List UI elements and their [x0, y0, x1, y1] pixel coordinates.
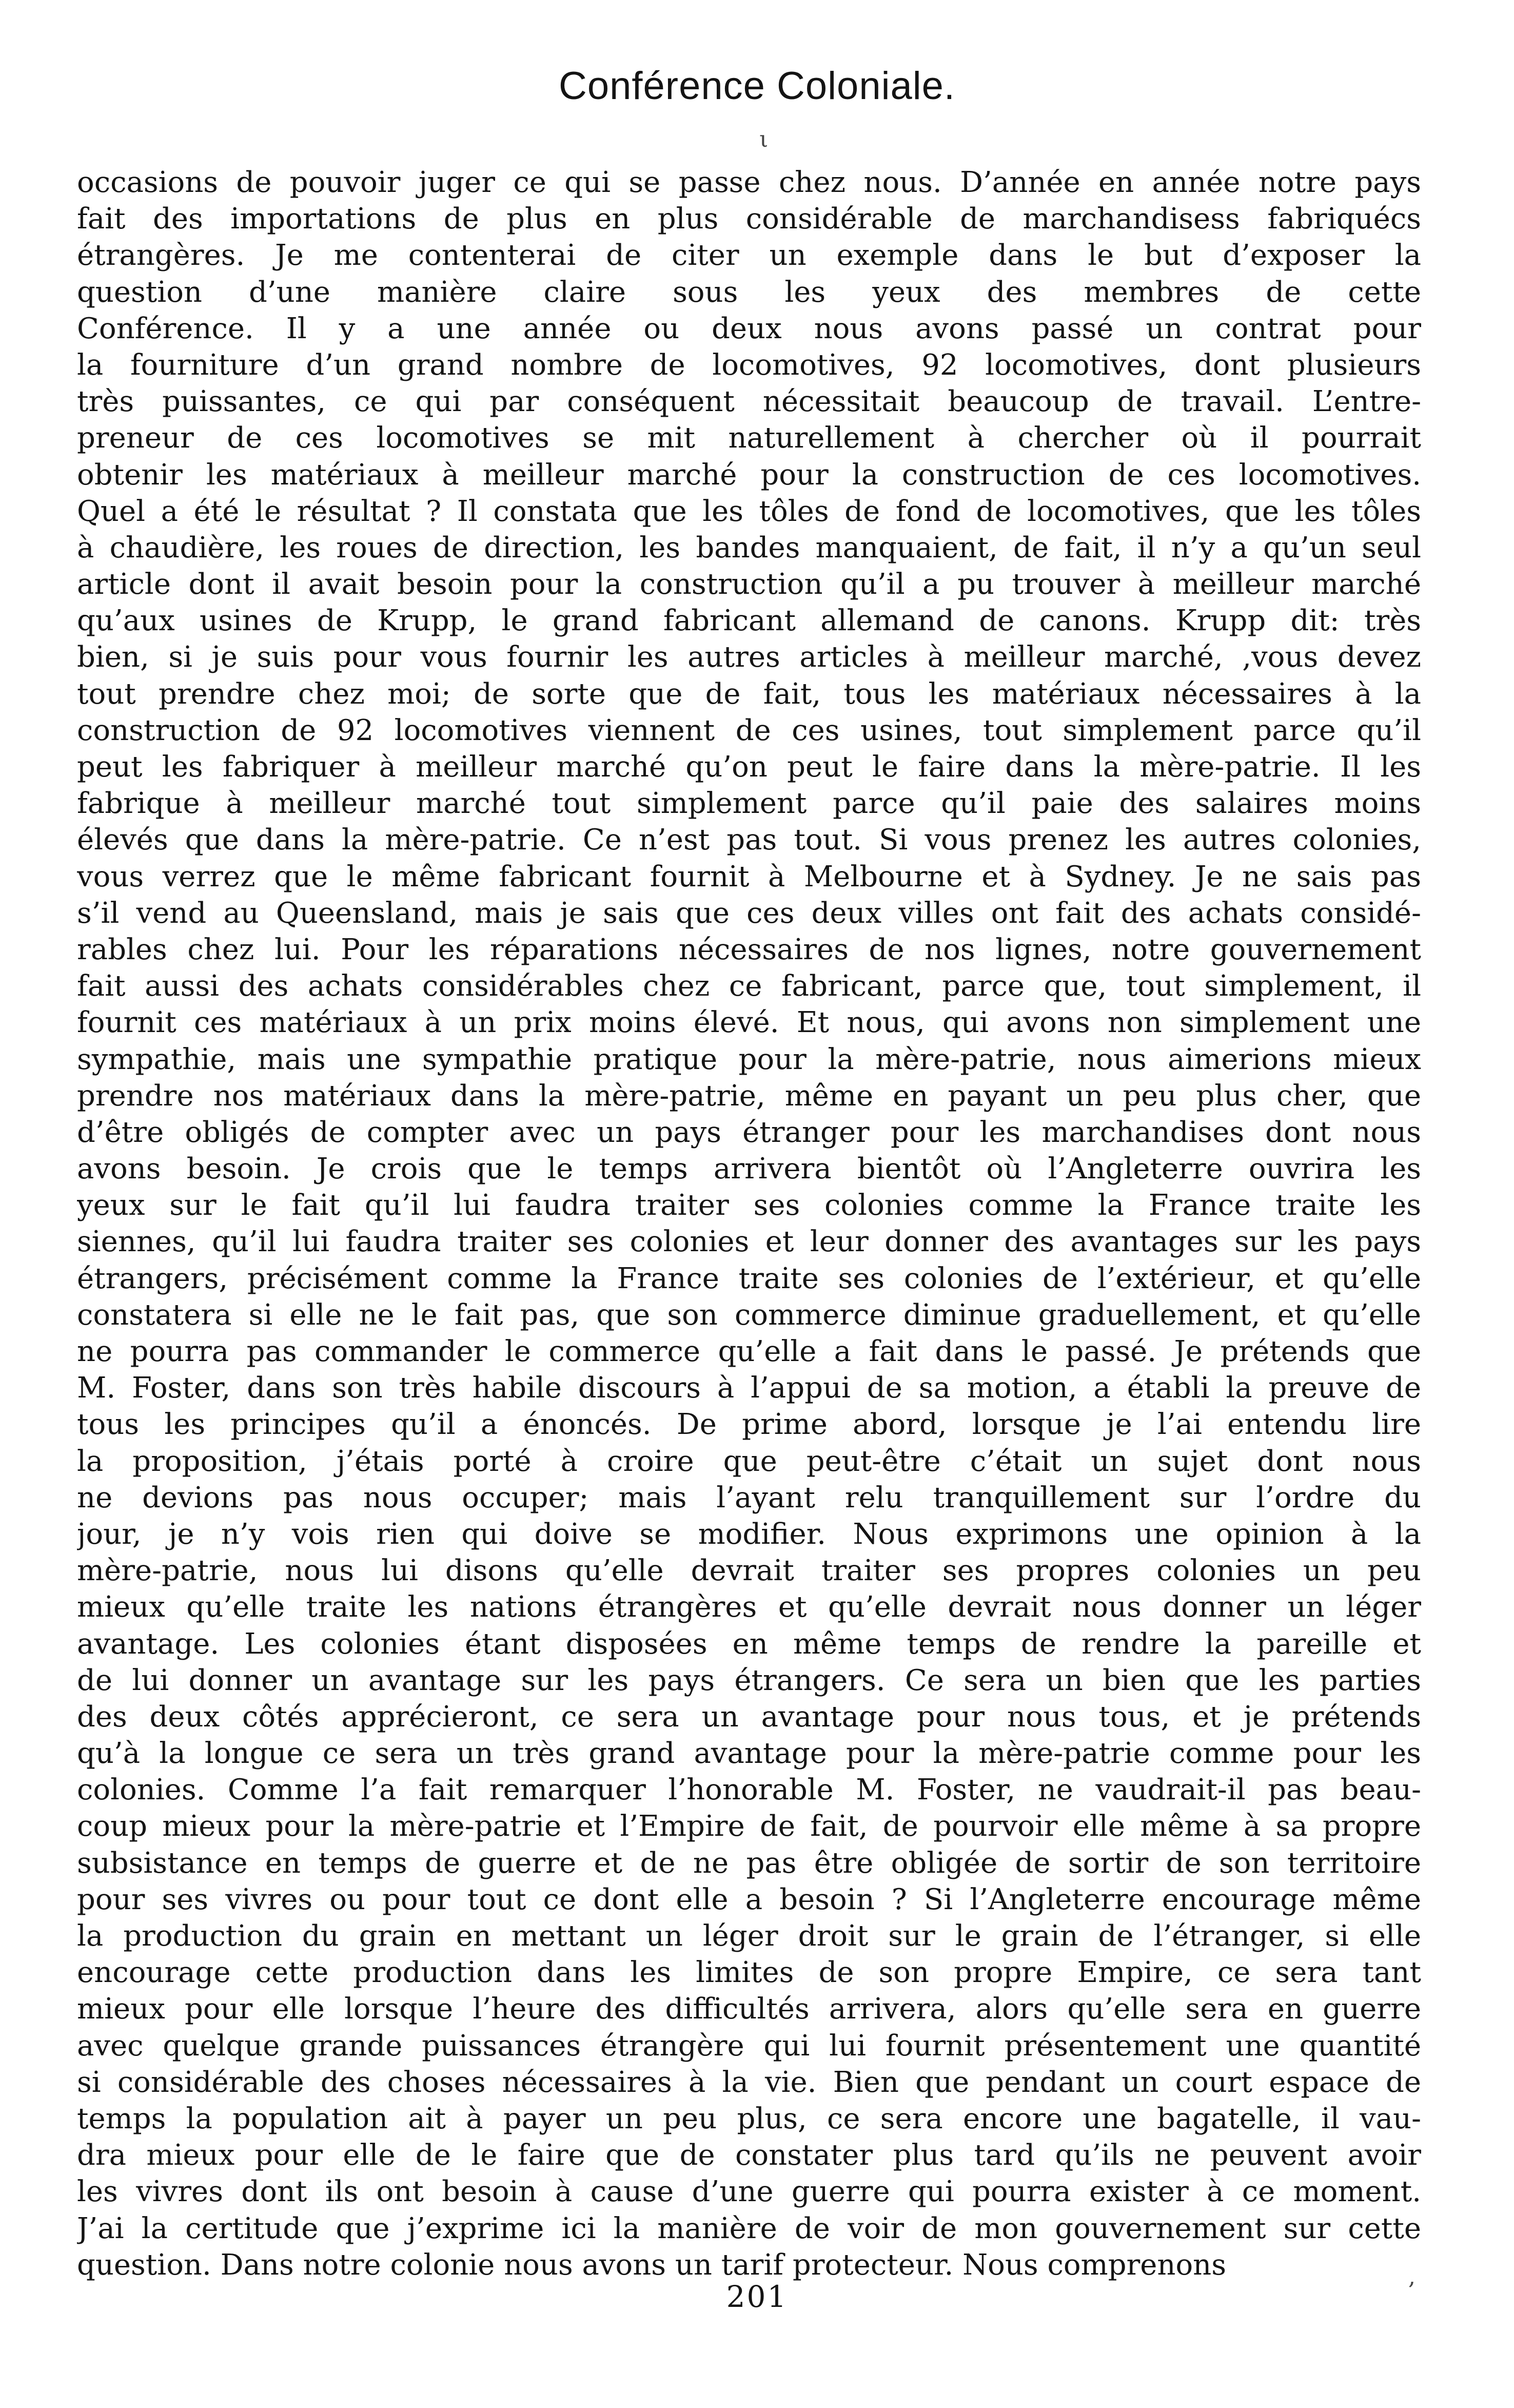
text-line: bien, si je suis pour vous fournir les autres articles à meilleur marché, ,vous devez — [77, 640, 1421, 674]
scan-speck: ι — [759, 126, 769, 152]
text-line: rables chez lui. Pour les réparations nécessaires de nos lignes, notre gouvernement — [77, 933, 1421, 966]
text-line: preneur de ces locomotives se mit naturellement à chercher où il pourrait — [77, 421, 1421, 455]
text-line: d’être obligés de compter avec un pays étranger pour les marchandises dont nous — [77, 1115, 1421, 1149]
text-line: qu’à la longue ce sera un très grand avantage pour la mère-patrie comme pour les — [77, 1737, 1421, 1771]
text-line: élevés que dans la mère-patrie. Ce n’est pas tout. Si vous prenez les autres colonies, — [77, 823, 1421, 857]
text-line: colonies. Comme l’a fait remarquer l’honorable M. Foster, ne vaudrait-il pas beau- — [77, 1773, 1421, 1807]
text-line: jour, je n’y vois rien qui doive se modifier. Nous exprimons une opinion à la — [77, 1517, 1421, 1551]
text-line: la fourniture d’un grand nombre de locomotives, 92 locomotives, dont plusieurs — [77, 348, 1421, 382]
text-line: question d’une manière claire sous les yeux des membres de cette — [77, 275, 1421, 309]
text-line: pour ses vivres ou pour tout ce dont elle a besoin ? Si l’Angleterre encourage même — [77, 1882, 1421, 1916]
text-line: M. Foster, dans son très habile discours à l’appui de sa motion, a établi la preuve de — [77, 1371, 1421, 1405]
text-line: mieux qu’elle traite les nations étrangères et qu’elle devrait nous donner un léger — [77, 1590, 1421, 1624]
text-line: encourage cette production dans les limites de son propre Empire, ce sera tant — [77, 1956, 1421, 1990]
text-line: fournit ces matériaux à un prix moins élevé. Et nous, qui avons non simplement une — [77, 1006, 1421, 1040]
text-line: étrangers, précisément comme la France traite ses colonies de l’extérieur, et qu’elle — [77, 1261, 1421, 1295]
text-line: ne pourra pas commander le commerce qu’elle a fait dans le passé. Je prétends que — [77, 1335, 1421, 1368]
text-line: question. Dans notre colonie nous avons un tarif protecteur. Nous comprenons — [77, 2248, 1226, 2282]
text-line: yeux sur le fait qu’il lui faudra traiter ses colonies comme la France traite les — [77, 1189, 1421, 1222]
text-line: siennes, qu’il lui faudra traiter ses colonies et leur donner des avantages sur les pays — [77, 1225, 1421, 1259]
scan-speck: , — [1408, 2264, 1415, 2290]
text-line: la production du grain en mettant un léger droit sur le grain de l’étranger, si elle — [77, 1919, 1421, 1953]
text-line: étrangères. Je me contenterai de citer un exemple dans le but d’exposer la — [77, 239, 1421, 273]
text-line: ne devions pas nous occuper; mais l’ayant relu tranquillement sur l’ordre du — [77, 1481, 1421, 1514]
text-line: de lui donner un avantage sur les pays étrangers. Ce sera un bien que les parties — [77, 1663, 1421, 1697]
text-line: dra mieux pour elle de le faire que de constater plus tard qu’ils ne peuvent avoir — [77, 2139, 1421, 2172]
text-line: temps la population ait à payer un peu plus, ce sera encore une bagatelle, il vau- — [77, 2102, 1421, 2135]
text-line: avantage. Les colonies étant disposées en même temps de rendre la pareille et — [77, 1627, 1421, 1661]
text-line: article dont il avait besoin pour la construction qu’il a pu trouver à meilleur marché — [77, 568, 1421, 601]
text-line: la proposition, j’étais porté à croire que peut-être c’était un sujet dont nous — [77, 1444, 1421, 1478]
text-line: obtenir les matériaux à meilleur marché pour la construction de ces locomotives. — [77, 458, 1421, 492]
body-text — [77, 164, 1421, 2283]
page-title: Conférence Coloniale. — [558, 64, 956, 108]
text-line: très puissantes, ce qui par conséquent nécessitait beaucoup de travail. L’entre- — [77, 385, 1421, 419]
text-line: fabrique à meilleur marché tout simplement parce qu’il paie des salaires moins — [77, 787, 1421, 821]
text-line: fait aussi des achats considérables chez ce fabricant, parce que, tout simplement, il — [77, 969, 1421, 1003]
text-line: fait des importations de plus en plus considérable de marchandisess fabriquécs — [77, 202, 1421, 236]
text-line: des deux côtés apprécieront, ce sera un avantage pour nous tous, et je prétends — [77, 1700, 1421, 1734]
text-line: prendre nos matériaux dans la mère-patrie, même en payant un peu plus cher, que — [77, 1079, 1421, 1113]
text-line: s’il vend au Queensland, mais je sais que ces deux villes ont fait des achats considé- — [77, 896, 1421, 930]
text-line: peut les fabriquer à meilleur marché qu’on peut le faire dans la mère-patrie. Il les — [77, 750, 1421, 784]
text-line: Quel a été le résultat ? Il constata que les tôles de fond de locomotives, que les tôles — [77, 494, 1421, 528]
text-line: vous verrez que le même fabricant fournit à Melbourne et à Sydney. Je ne sais pas — [77, 860, 1421, 894]
text-line: tous les principes qu’il a énoncés. De prime abord, lorsque je l’ai entendu lire — [77, 1408, 1421, 1442]
text-line: construction de 92 locomotives viennent de ces usines, tout simplement parce qu’il — [77, 713, 1421, 747]
text-line: avec quelque grande puissances étrangère qui lui fournit présentement une quantité — [77, 2029, 1421, 2063]
text-line: qu’aux usines de Krupp, le grand fabricant allemand de canons. Krupp dit: très — [77, 604, 1421, 638]
text-line: coup mieux pour la mère-patrie et l’Empire de fait, de pourvoir elle même à sa propre — [77, 1810, 1421, 1843]
text-line: tout prendre chez moi; de sorte que de fait, tous les matériaux nécessaires à la — [77, 677, 1421, 711]
text-line: constatera si elle ne le fait pas, que son commerce diminue graduellement, et qu’elle — [77, 1298, 1421, 1332]
page-number: 201 — [726, 2279, 788, 2314]
text-line: J’ai la certitude que j’exprime ici la manière de voir de mon gouvernement sur cette — [77, 2211, 1421, 2245]
text-line: avons besoin. Je crois que le temps arrivera bientôt où l’Angleterre ouvrira les — [77, 1152, 1421, 1186]
text-line: subsistance en temps de guerre et de ne pas être obligée de sortir de son territoire — [77, 1846, 1421, 1880]
text-line: si considérable des choses nécessaires à la vie. Bien que pendant un court espace de — [77, 2065, 1421, 2099]
text-line: à chaudière, les roues de direction, les bandes manquaient, de fait, il n’y a qu’un seul — [77, 531, 1421, 565]
text-line: mieux pour elle lorsque l’heure des difficultés arrivera, alors qu’elle sera en guerre — [77, 1992, 1421, 2026]
text-line: occasions de pouvoir juger ce qui se passe chez nous. D’année en année notre pays — [77, 166, 1421, 199]
text-line: mère-patrie, nous lui disons qu’elle devrait traiter ses propres colonies un peu — [77, 1554, 1421, 1588]
text-line: Conférence. Il y a une année ou deux nous avons passé un contrat pour — [77, 312, 1421, 345]
text-line: sympathie, mais une sympathie pratique pour la mère-patrie, nous aimerions mieux — [77, 1042, 1421, 1076]
text-line: les vivres dont ils ont besoin à cause d’une guerre qui pourra exister à ce moment. — [77, 2175, 1421, 2209]
